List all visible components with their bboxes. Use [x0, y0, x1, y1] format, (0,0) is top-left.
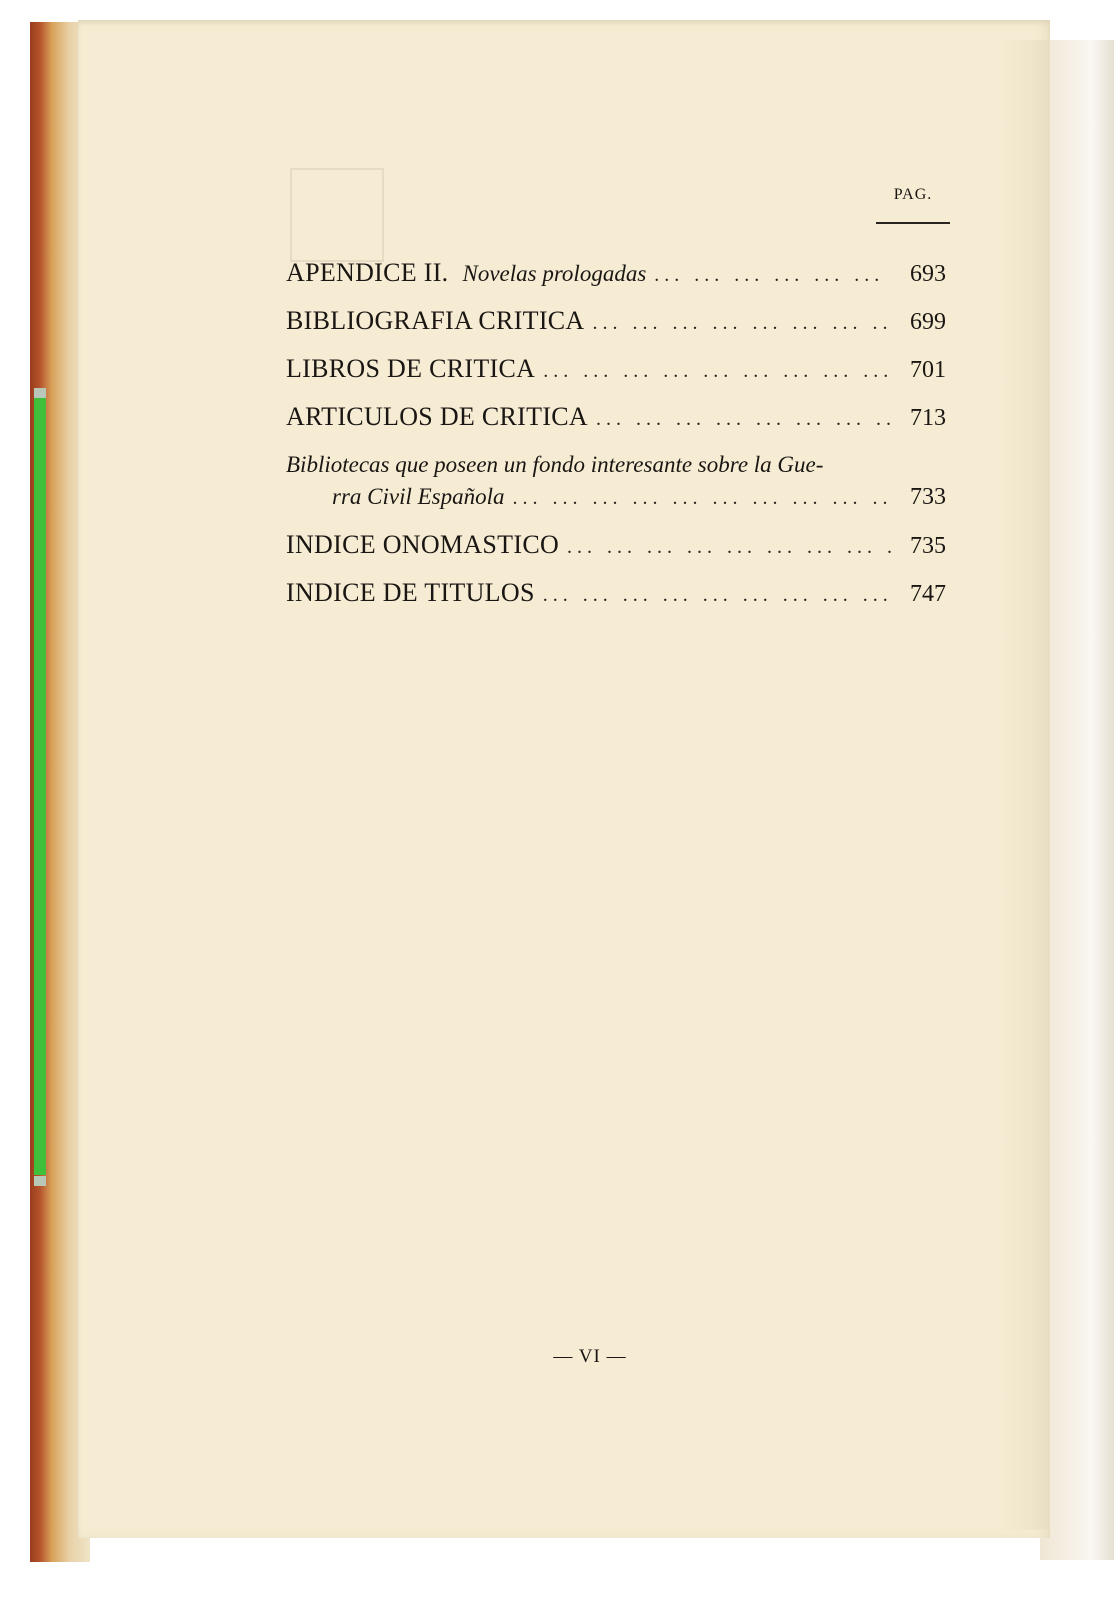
toc-entry-label: INDICE ONOMASTICO: [286, 530, 560, 559]
dot-leader: [513, 487, 892, 510]
toc-entry-label: INDICE DE TITULOS: [286, 578, 535, 607]
page-folio: — VI —: [553, 1346, 627, 1367]
toc-entry-line2: [286, 484, 946, 511]
toc-entry-label: LIBROS DE CRITICA: [286, 354, 536, 383]
dot-leader: [543, 584, 892, 607]
toc-entry-page: 701: [910, 357, 946, 383]
dot-leader: [593, 312, 892, 335]
dot-leader: [654, 264, 892, 287]
toc-entry-page: 693: [910, 261, 946, 287]
toc-entry-label: BIBLIOGRAFIA CRITICA: [286, 306, 585, 335]
toc-entry-libros-de-critica: [286, 354, 946, 384]
toc-entry-page: 735: [910, 533, 946, 559]
toc-entry-page: 733: [910, 484, 946, 510]
toc-entry-bibliotecas: [286, 452, 946, 511]
toc-entry-page: 747: [910, 581, 946, 607]
toc-entry-subtitle: Novelas prologadas: [462, 261, 647, 286]
toc-entry-articulos-de-critica: [286, 402, 946, 432]
toc-entry-label: ARTICULOS DE CRITICA: [286, 402, 588, 431]
toc-entry-bibliografia-critica: [286, 306, 946, 336]
toc-entry-indice-onomastico: [286, 530, 946, 560]
toc-entry-page: 699: [910, 309, 946, 335]
toc-entry-label-line2: rra Civil Española: [332, 484, 505, 509]
dot-leader: [596, 408, 892, 431]
dot-leader: [567, 536, 892, 559]
page-column-header: PAG.: [893, 186, 933, 203]
toc-entry-label: APENDICE II.: [286, 258, 449, 287]
toc-entry-label-line1: Bibliotecas que poseen un fondo interesante sobre la Gue-: [286, 452, 824, 477]
toc-entry-apendice-ii: [286, 258, 946, 288]
toc-entry-page: 713: [910, 405, 946, 431]
dot-leader: [543, 360, 892, 383]
toc-entry-indice-de-titulos: [286, 578, 946, 608]
header-rule: [876, 222, 950, 224]
